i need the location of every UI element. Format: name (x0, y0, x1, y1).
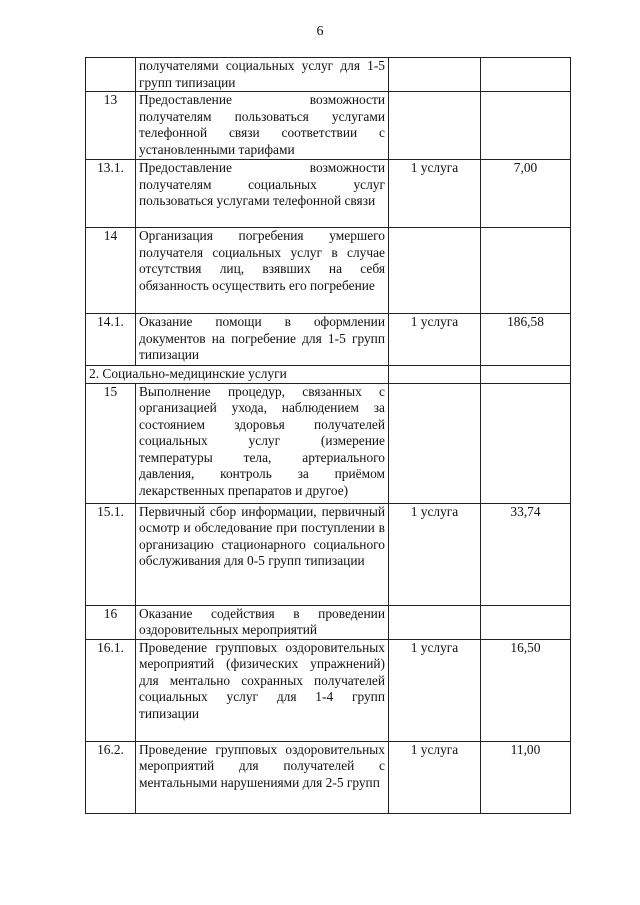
service-description-cell: Первичный сбор информации, первичный осмотр и обследование при поступлении в организацию стационарного социального обслуживания для 0-5 групп типизации (136, 503, 389, 605)
service-description-cell: Организация погребения умершего получателя социальных услуг в случае отсутствия лиц, взявших на себя обязанность осуществить его погребение (136, 228, 389, 314)
table-row (86, 639, 571, 741)
table-row (86, 503, 571, 605)
service-description-cell: Оказание помощи в оформлении документов на погребение для 1-5 групп типизации (136, 314, 389, 366)
table-row (86, 605, 571, 639)
price-cell: 33,74 (481, 503, 571, 605)
row-number-cell: 16 (86, 605, 136, 639)
price-cell (481, 383, 571, 503)
unit-cell: 1 услуга (389, 160, 481, 228)
service-description-cell: Предоставление возможности получателям социальных услуг пользоваться услугами телефонной связи (136, 160, 389, 228)
row-number-cell: 15.1. (86, 503, 136, 605)
price-cell: 16,50 (481, 639, 571, 741)
price-cell (481, 228, 571, 314)
row-number-cell: 15 (86, 383, 136, 503)
price-cell (481, 58, 571, 92)
service-description-cell: Выполнение процедур, связанных с организацией ухода, наблюдением за состоянием здоровья получателей социальных услуг (измерение температуры тела, артериального давления, контроль за приёмом лекарственных препаратов и другое) (136, 383, 389, 503)
price-cell: 11,00 (481, 741, 571, 813)
service-description-cell: Проведение групповых оздоровительных мероприятий (физических упражнений) для ментально сохранных получателей социальных услуг для 1-4 групп типизации (136, 639, 389, 741)
section-header-row (86, 366, 571, 384)
table-row (86, 314, 571, 366)
section-title: 2. Социально-медицинские услуги (86, 366, 389, 384)
unit-cell (389, 228, 481, 314)
row-number-cell: 13 (86, 92, 136, 160)
unit-cell (389, 58, 481, 92)
unit-cell (389, 383, 481, 503)
table-row (86, 92, 571, 160)
unit-cell (389, 605, 481, 639)
service-description-cell: получателями социальных услуг для 1-5 групп типизации (136, 58, 389, 92)
table-row (86, 741, 571, 813)
service-description-cell: Оказание содействия в проведении оздоровительных мероприятий (136, 605, 389, 639)
empty-cell (389, 366, 481, 384)
row-number-cell: 14.1. (86, 314, 136, 366)
table-row (86, 160, 571, 228)
table-row (86, 383, 571, 503)
price-cell: 186,58 (481, 314, 571, 366)
page-number: 6 (316, 24, 324, 39)
unit-cell: 1 услуга (389, 741, 481, 813)
row-number-cell: 13.1. (86, 160, 136, 228)
empty-cell (481, 366, 571, 384)
service-description-cell: Предоставление возможности получателям пользоваться услугами телефонной связи соответствии с установленными тарифами (136, 92, 389, 160)
unit-cell: 1 услуга (389, 639, 481, 741)
service-description-cell: Проведение групповых оздоровительных мероприятий для получателей с ментальными нарушениями для 2-5 групп (136, 741, 389, 813)
unit-cell (389, 92, 481, 160)
row-number-cell: 16.1. (86, 639, 136, 741)
row-number-cell: 14 (86, 228, 136, 314)
row-number-cell: 16.2. (86, 741, 136, 813)
price-cell: 7,00 (481, 160, 571, 228)
row-number-cell (86, 58, 136, 92)
table-row (86, 58, 571, 92)
unit-cell: 1 услуга (389, 503, 481, 605)
price-cell (481, 92, 571, 160)
price-cell (481, 605, 571, 639)
services-tariff-table (85, 57, 571, 814)
unit-cell: 1 услуга (389, 314, 481, 366)
table-row (86, 228, 571, 314)
